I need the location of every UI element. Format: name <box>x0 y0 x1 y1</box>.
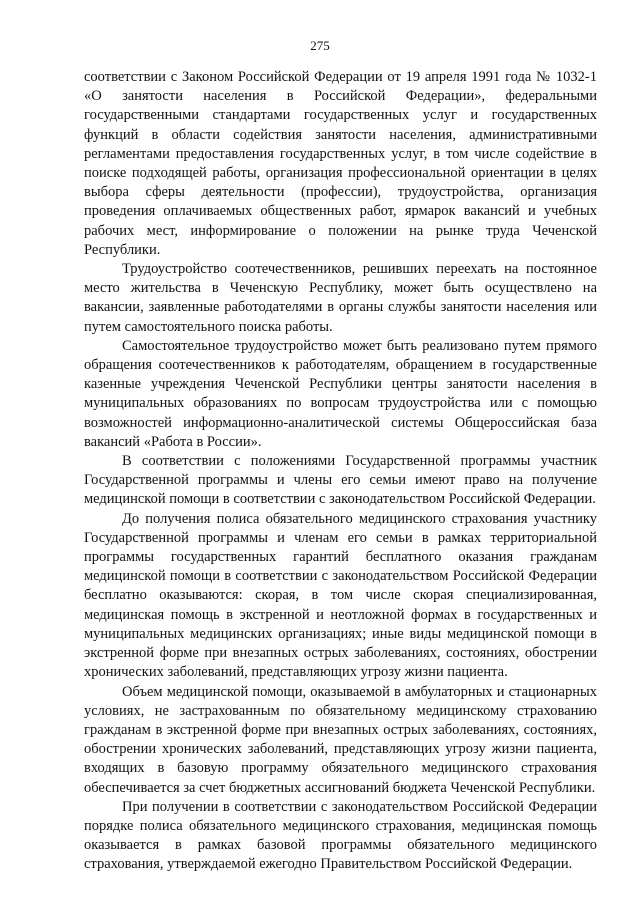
paragraph: При получении в соответствии с законодательством Российской Федерации порядке полиса обязательного медицинского страхования, медицинская помощь оказывается в рамках базовой программы обязательного медицинского страхования, утверждаемой ежегодно Правительством Российской Федерации. <box>84 798 597 873</box>
paragraph: Самостоятельное трудоустройство может быть реализовано путем прямого обращения соотечественников к работодателям, обращением в государственные казенные учреждения Чеченской Республики центры занятости населения в муниципальных образованиях по вопросам трудоустройства или с помощью возможностей информационно-аналитической системы Общероссийская база вакансий «Работа в России». <box>84 337 597 450</box>
paragraph: До получения полиса обязательного медицинского страхования участнику Государственной программы и членам его семьи в рамках территориальной программы государственных гарантий бесплатного оказания гражданам медицинской помощи в соответствии с законодательством Российской Федерации бесплатно оказываются: скорая, в том числе скорая специализированная, медицинская помощь в экстренной и неотложной формах в государственных и муниципальных медицинских организациях; иные виды медицинской помощи в экстренной форме при внезапных острых заболеваниях, состояниях, обострении хронических заболеваний, представляющих угрозу жизни пациента. <box>84 510 597 681</box>
paragraph: Трудоустройство соотечественников, решивших переехать на постоянное место жительства в Чеченскую Республику, может быть осуществлено на вакансии, заявленные работодателями в органы службы занятости населения или путем самостоятельного поиска работы. <box>84 261 597 335</box>
paragraph: В соответствии с положениями Государственной программы участник Государственной программы и члены его семьи имеют право на получение медицинской помощи в соответствии с законодательством Российской Федерации. <box>84 453 597 508</box>
paragraph: Объем медицинской помощи, оказываемой в амбулаторных и стационарных условиях, не застрахованным по обязательному медицинскому страхованию гражданам в экстренной форме при внезапных острых заболеваниях, состояниях, обострении хронических заболеваний, представляющих угрозу жизни пациента, входящих в базовую программу обязательного медицинского страхования обеспечивается за счет бюджетных ассигнований бюджета Чеченской Республики. <box>84 683 597 796</box>
body-text <box>84 68 597 875</box>
page-number: 275 <box>310 38 330 53</box>
paragraph-continued: соответствии с Законом Российской Федерации от 19 апреля 1991 года № 1032-1 «О занятости населения в Российской Федерации», федеральными государственными стандартами государственных услуг и государственных функций в области содействия занятости населения, административными регламентами предоставления государственных услуг, в том числе содействие в поиске подходящей работы, организация профессиональной ориентации в целях выбора сферы деятельности (профессии), трудоустройства, организация проведения оплачиваемых общественных работ, ярмарок вакансий и учебных рабочих мест, информирование о положении на рынке труда Чеченской Республики. <box>84 69 597 258</box>
